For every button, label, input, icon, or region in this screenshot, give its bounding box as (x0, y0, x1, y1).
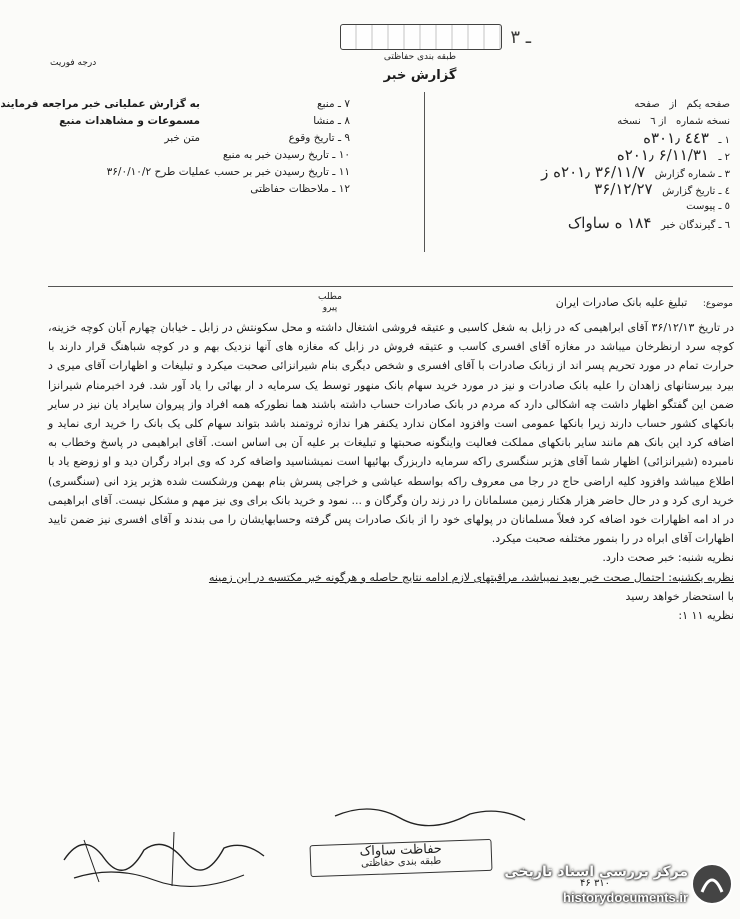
opinion-sunday-cont: با استحضار خواهد رسید (625, 589, 734, 603)
report-body (48, 318, 734, 625)
classification-top: طبقه بندی حفاظتی (383, 52, 457, 62)
field-row: ٦ ـ گیرندگان خبر ۱۸۴ ه ساواک (567, 214, 730, 232)
right-fields (440, 96, 730, 232)
left-fields (0, 96, 350, 198)
field-row: نسخه شماره از ٦ نسخه (617, 116, 730, 127)
report-title: گزارش خبر (383, 68, 457, 83)
urgency-box: مطلب پیرو (317, 292, 343, 313)
top-stamp (340, 24, 531, 50)
field-row: ١١ ـ تاریخ رسیدن خبر بر حسب عملیات طرح ۳۶/۰/۱۰/۲ (106, 166, 350, 178)
field-row: صفحه یکم از صفحه (634, 99, 730, 110)
field-row: ٥ ـ پیوست (686, 201, 730, 212)
field-row: ٧ ـ منبعبه گزارش عملیاتی خبر مراجعه فرمایند (0, 98, 350, 110)
divider-top (48, 286, 733, 287)
handwritten-signature-mid (330, 796, 530, 830)
subject-line (48, 296, 733, 309)
footer-stamp: حفاظت ساواک طبقه بندی حفاظتی (309, 839, 492, 877)
field-row: ٩ ـ تاریخ وقوعمتن خبر (164, 132, 350, 144)
field-row: ١٢ ـ ملاحظات حفاظتی (250, 183, 350, 195)
archive-url: historydocuments.ir (563, 890, 688, 905)
field-row: ٨ ـ منشامسموعات و مشاهدات منبع (59, 115, 350, 127)
archive-logo-icon (690, 862, 734, 906)
column-divider (424, 92, 425, 252)
reference-number: ۳۱۰ ۴۶ (580, 878, 611, 889)
field-row: ١ ـ ٤٤٣ ۳۰۱٫ه (643, 129, 730, 147)
field-row: ٢ ـ ۶/۱۱/۳۱ ۲۰۱٫ه (616, 146, 730, 164)
subject-label: موضوع: (702, 299, 733, 309)
field-row: ٣ ـ شماره گزارش ۳۶/۱۱/۷ ۲۰۱٫ه ز (541, 163, 730, 181)
opinion-saturday: نظریه شنبه: خبر صحت دارد. (602, 551, 734, 565)
opinion-eleven: نظریه ۱۱ ۱: (678, 609, 734, 623)
field-row: ٤ ـ تاریخ گزارش ۳۶/۱۲/۲۷ (594, 180, 730, 198)
opinion-sunday: نظریه یکشنبه: احتمال صحت خبر بعید نمیباشد، مراقبتهای لازم ادامه نتایج حاصله و هرگونه خبر مکتسبه در این زمینه (208, 570, 734, 584)
watermark (458, 856, 738, 916)
subject-text: تبلیغ علیه بانک صادرات ایران (555, 296, 688, 309)
handwritten-signature-left (54, 820, 274, 894)
archive-name: مرکز بررسی اسناد تاریخی (504, 864, 688, 880)
body-paragraph: در تاریخ ۳۶/۱۲/۱۳ آقای ابراهیمی که در زابل به شغل کاسبی و عتیقه فروشی اشتغال داشته و محل سکونتش در زابل ـ خیابان چهارم آبان کوچه خزینه، کوچه سرد ارنظرخان میباشد در مغازه آقای افسری کاسب و عتیقه فروش در زابل که مغازه های آنها نزدیک بهم و در کوچه شباهنگ قرار دارند با حرارت تمام در مورد تحریم پسر اند از زبانک صادرات با آقای افسری و شخص دیگری بنام شیرانزائی صحبت میکرد و تبلیغات و اظهارات آقای میری د بیرد بیرستانهای زاهدان را علیه بانک صادرات و نیز در مورد خرید سهام بانک منهور توسط یک سرمایه د ار بهائی را یاد آور شد. فرد اخبرمنام شیرانزا ضمن این گفتگو اظهار داشت چه اشکالی دارد که مردم در بانک صادرات حساب داشته باشند هما نطورکه همه افراد واز پیروان سایراد یان نیز در سایر بانکهای کشور حساب دارند زیرا بانکها عمومی است وافزود امکان ندارد یکنفر هرا ندازه ثروتمند باشد بتواند سهام کلی یک بانک را خرید اری نماید و اضافه کرد این بانک هم مانند سایر بانکهای مملکت فعالیت واینگونه صحبتها و تبلیغات بر علیه آن بی اساس است. آقای ابراهیمی در پاسخ وخطاب به نامبرده (شیرانزائی) اظهار شما آقای هژبر سنگسری راکه سرمایه داربزرگ بهائیها است نمیشناسید واضافه کرد که وی ابراد رگران دید و او زوضع یاد با اطلاع میباشد وافزود کلیه اراضی حاج در رجا می معروف راکه بواسطه عیاشی و خراجی پسرش بنام بهمن ورشکست شده هژبر یزد انی (سنگسری) خرید اری کرد و در حال حاضر هزار هکتار زمین مسلمانان را در زند ران وگرگان و ... نمود و خرید بانک برای وی نیز مهم و مشکل نیست. آقای ابراهیمی در اد امه اظهارات خود اضافه کرد فعلاً مسلمانان در پولهای خود را از بانک صادرات پس گرفته وحسابهایشان را می بندند و آقای افسری نیز ضمن تایید اظهارات آقای ابراه در را بنمور مختلفه صحبت میکرد. (48, 321, 734, 546)
urgency-degree: درجه فوریت (50, 58, 97, 68)
field-row: ١٠ ـ تاریخ رسیدن خبر به منبع (222, 149, 350, 161)
top-stamp-mark: ـ ٣ (510, 27, 531, 48)
